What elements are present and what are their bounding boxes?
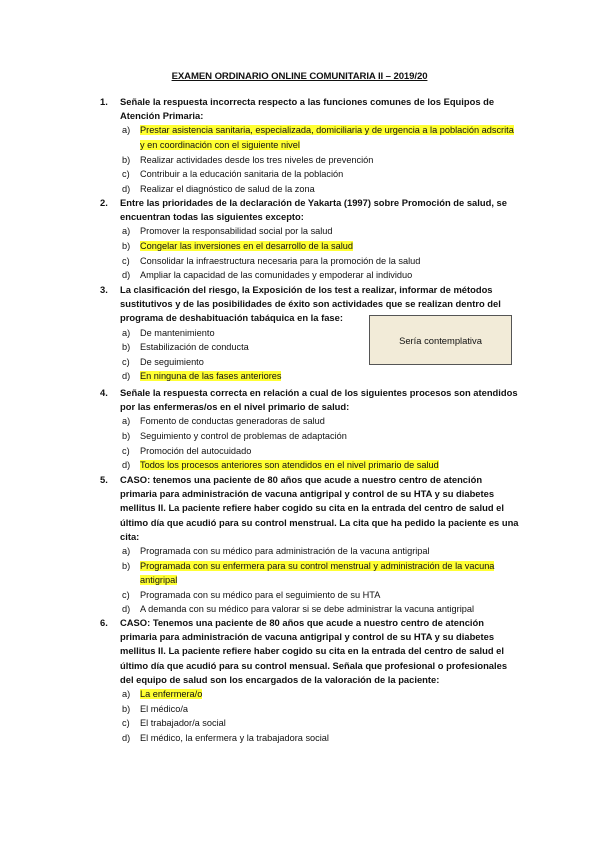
- option-letter: c): [122, 445, 130, 456]
- option-letter: b): [122, 560, 131, 571]
- option-letter: a): [122, 327, 131, 338]
- option-b: [122, 153, 520, 168]
- option-text: De mantenimiento: [140, 327, 215, 338]
- question-stem: [100, 473, 520, 544]
- question-4: [100, 386, 520, 473]
- option-b: [122, 239, 520, 254]
- option-d: [122, 369, 520, 384]
- option-letter: d): [122, 604, 131, 615]
- option-letter: b): [122, 241, 131, 251]
- option-text-highlighted: La enfermera/o: [140, 689, 203, 700]
- option-letter: d): [122, 270, 131, 281]
- option-text: Seguimiento y control de problemas de adaptación: [140, 431, 347, 441]
- question-1: [100, 95, 520, 196]
- option-letter: b): [122, 154, 131, 165]
- option-d: [122, 182, 520, 197]
- annotation-box: Sería contemplativa: [369, 315, 512, 365]
- option-a: [122, 414, 520, 429]
- option-c: [122, 444, 520, 459]
- question-stem: [100, 386, 520, 414]
- option-text: Contribuir a la educación sanitaria de la población: [140, 169, 344, 180]
- option-text: Estabilización de conducta: [140, 342, 249, 353]
- option-letter: c): [122, 255, 130, 266]
- option-text-highlighted: Programada con su enfermera para su control menstrual y administración de la vacuna antigripal: [140, 560, 495, 586]
- option-letter: d): [122, 460, 131, 471]
- option-text: Ampliar la capacidad de las comunidades y empoderar al individuo: [140, 270, 413, 281]
- exam-title: EXAMEN ORDINARIO ONLINE COMUNITARIA II – 2019/20: [171, 71, 428, 82]
- question-text: Señale la respuesta incorrecta respecto a las funciones comunes de los Equipos de Atención Primaria:: [120, 96, 495, 122]
- option-text: El médico, la enfermera y la trabajadora social: [140, 732, 329, 743]
- option-a: [122, 687, 520, 702]
- question-stem: [100, 616, 520, 687]
- option-c: [122, 716, 520, 731]
- option-d: [122, 602, 520, 617]
- question-text: Entre las prioridades de la declaración de Yakarta (1997) sobre Promoción de salud, se encuentran todas las siguientes excepto:: [120, 197, 507, 223]
- option-text: El médico/a: [140, 703, 189, 714]
- option-letter: c): [122, 356, 130, 367]
- option-text: A demanda con su médico para valorar si se debe administrar la vacuna antigripal: [140, 604, 474, 615]
- option-text: Programada con su médico para administración de la vacuna antigripal: [140, 546, 430, 557]
- option-d: [122, 268, 520, 283]
- option-a: [122, 224, 520, 239]
- question-number: 5.: [100, 474, 108, 485]
- option-text-highlighted: Prestar asistencia sanitaria, especializada, domiciliaria y de urgencia a la población adscrita y en coordinación con el siguiente nivel: [140, 125, 514, 150]
- question-stem: [100, 196, 520, 224]
- option-text-highlighted: Congelar las inversiones en el desarrollo de la salud: [140, 241, 353, 251]
- option-letter: c): [122, 589, 130, 600]
- option-a: [122, 123, 520, 152]
- option-letter: d): [122, 183, 131, 194]
- question-6: [100, 616, 520, 745]
- option-text: Realizar el diagnóstico de salud de la zona: [140, 183, 315, 194]
- option-letter: c): [122, 718, 130, 729]
- question-text: La clasificación del riesgo, la Exposición de los test a realizar, informar de métodos sustitutivos y de las posibilidades de éxito son actividades que se realizan dentro del programa de deshabituación tabáquica en la fase:: [120, 284, 501, 324]
- option-b: [122, 559, 520, 588]
- option-letter: a): [122, 416, 131, 427]
- option-text-highlighted: Todos los procesos anteriores son atendidos en el nivel primario de salud: [140, 460, 439, 471]
- option-a: [122, 544, 520, 559]
- option-d: [122, 458, 520, 473]
- option-letter: a): [122, 689, 131, 700]
- question-number: 4.: [100, 387, 108, 398]
- option-letter: a): [122, 226, 131, 237]
- question-number: 2.: [100, 197, 108, 208]
- option-letter: a): [122, 125, 131, 136]
- option-letter: a): [122, 546, 131, 557]
- question-text: Señale la respuesta correcta en relación a cual de los siguientes procesos son atendidos por las enfermeras/os en el nivel primario de salud:: [120, 387, 518, 413]
- option-c: [122, 167, 520, 182]
- option-text-highlighted: En ninguna de las fases anteriores: [140, 371, 282, 382]
- option-d: [122, 731, 520, 746]
- question-2: [100, 196, 520, 283]
- option-text: Promoción del autocuidado: [140, 445, 252, 456]
- option-text: Fomento de conductas generadoras de salud: [140, 416, 325, 427]
- option-letter: b): [122, 342, 131, 353]
- option-letter: b): [122, 431, 131, 441]
- option-b: [122, 429, 520, 444]
- option-letter: c): [122, 169, 130, 180]
- option-c: [122, 588, 520, 603]
- option-text: El trabajador/a social: [140, 718, 226, 729]
- option-c: [122, 254, 520, 269]
- question-stem: [100, 95, 520, 123]
- question-5: [100, 473, 520, 617]
- question-number: 6.: [100, 617, 108, 628]
- option-text: Consolidar la infraestructura necesaria para la promoción de la salud: [140, 255, 421, 266]
- question-text: CASO: tenemos una paciente de 80 años que acude a nuestro centro de atención primaria para administración de vacuna antigripal y control de su HTA y su diabetes mellitus II. La paciente refiere haber cogido su cita en la entrada del centro de salud el último día que acudió para su control menstrual. La cita que ha pedido la paciente es una cita:: [120, 474, 519, 542]
- option-text: De seguimiento: [140, 356, 204, 367]
- option-letter: b): [122, 703, 131, 714]
- question-text: CASO: Tenemos una paciente de 80 años que acude a nuestro centro de atención primaria para administración de vacuna antigripal y control de su HTA y su diabetes mellitus II. La paciente refiere haber cogido su cita en la entrada del centro de salud el último día que acudió para su control mensual. Señala que profesional o profesionales del equipo de salud son los encargados de la valoración de la paciente:: [120, 617, 508, 685]
- option-text: Programada con su médico para el seguimiento de su HTA: [140, 589, 381, 600]
- question-number: 1.: [100, 96, 108, 107]
- option-text: Realizar actividades desde los tres niveles de prevención: [140, 154, 374, 165]
- option-text: Promover la responsabilidad social por la salud: [140, 226, 333, 237]
- option-letter: d): [122, 732, 131, 743]
- option-b: [122, 702, 520, 717]
- option-letter: d): [122, 371, 131, 382]
- question-number: 3.: [100, 284, 108, 295]
